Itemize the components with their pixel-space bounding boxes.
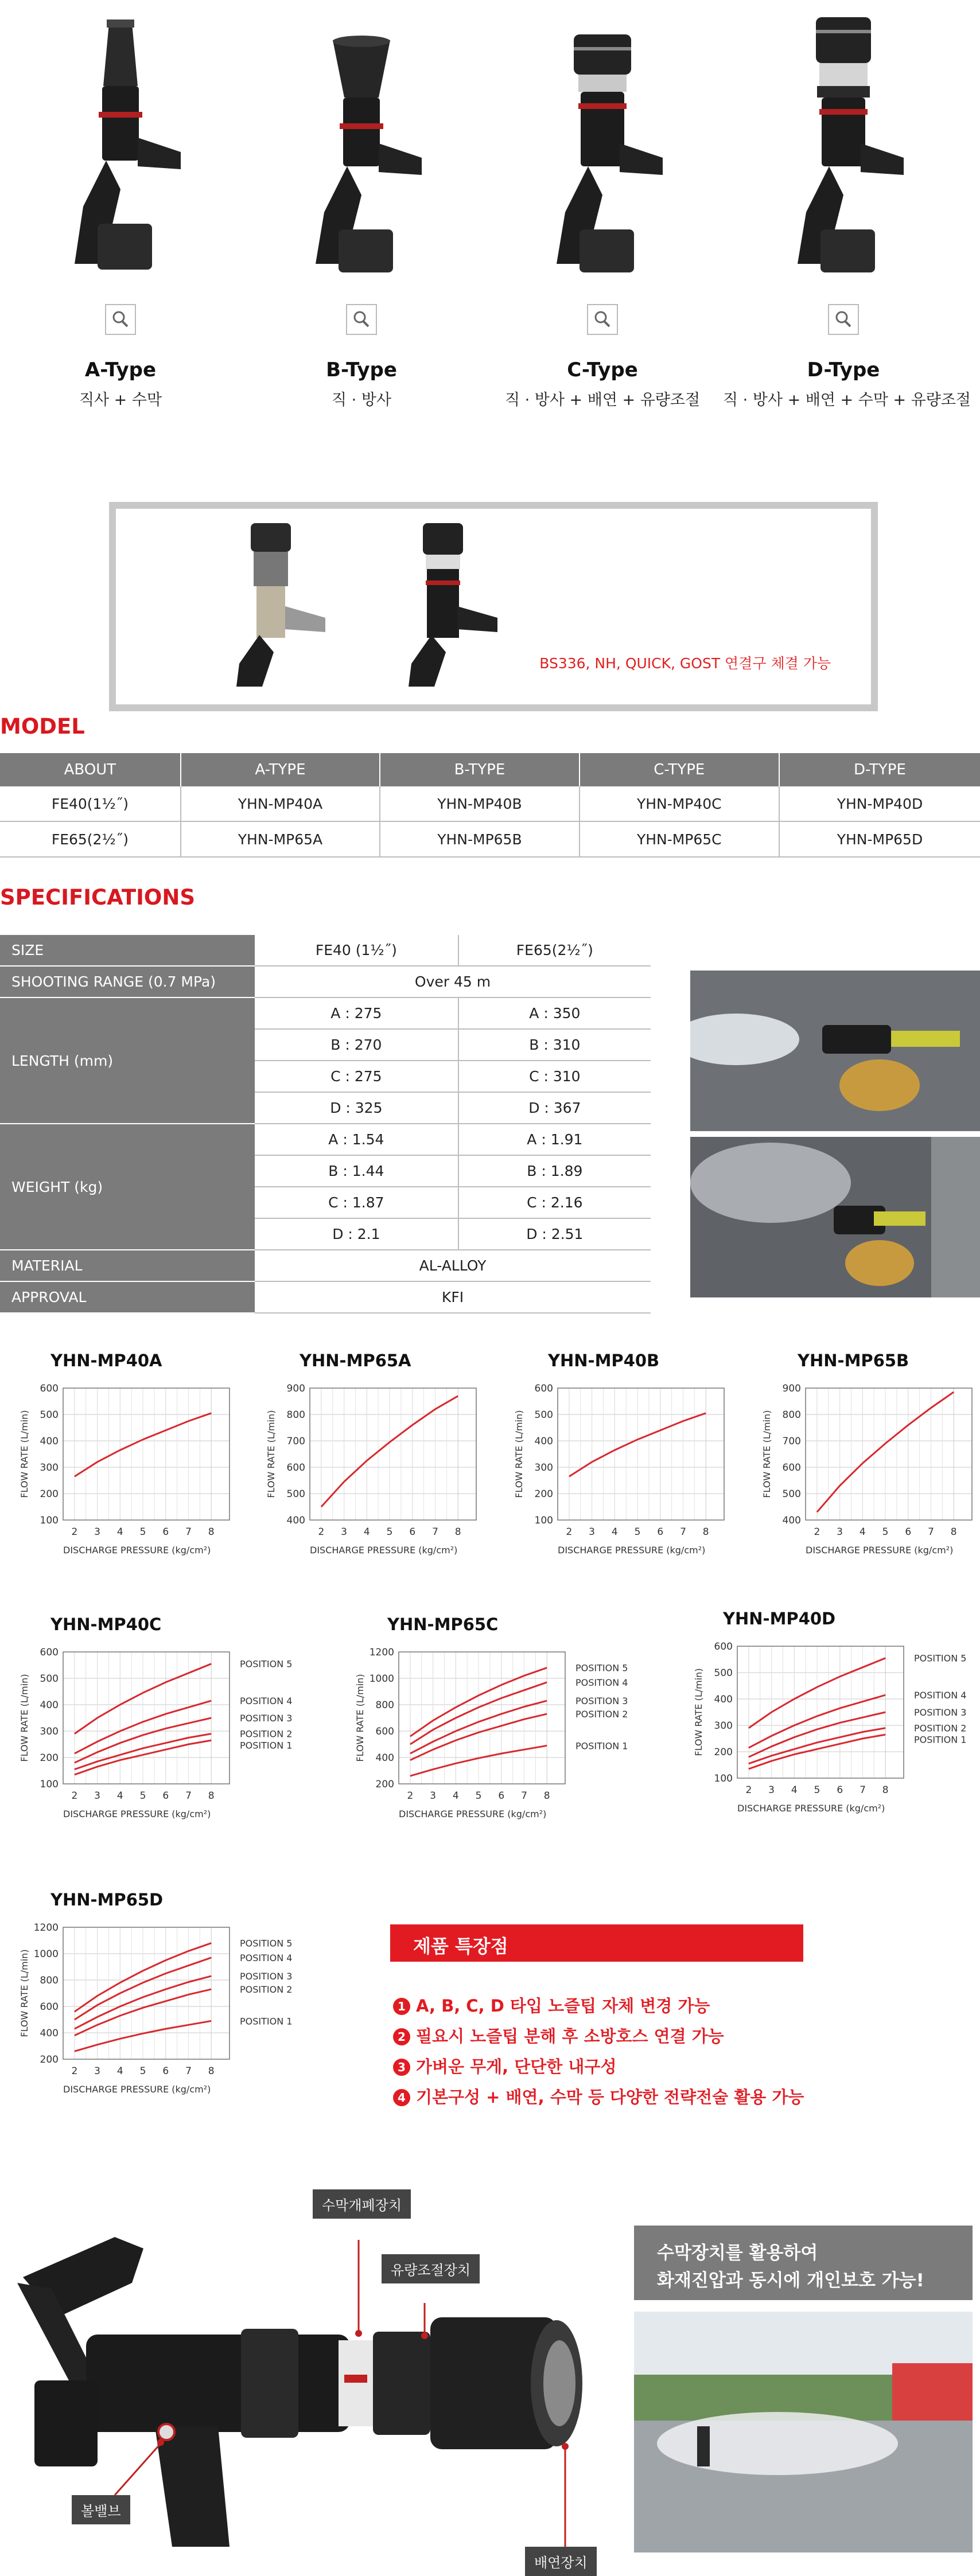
x-tick-label: 7 [521, 1790, 527, 1802]
y-tick-label: 400 [40, 1436, 59, 1447]
feature-item [393, 2024, 724, 2047]
chart-grid [558, 1388, 724, 1520]
spec-value: B : 1.89 [458, 1155, 651, 1187]
flow-chart-mp65d [0, 1916, 333, 2128]
table-cell: FE40(1½˝) [0, 786, 181, 821]
x-tick-label: 6 [409, 1526, 416, 1538]
spec-value: C : 2.16 [458, 1187, 651, 1218]
y-tick-label: 500 [714, 1667, 733, 1679]
y-tick-label: 800 [286, 1409, 305, 1421]
type-card-c [482, 0, 723, 436]
connector-compat-note: BS336, NH, QUICK, GOST 연결구 체결 가능 [539, 655, 831, 672]
x-tick-label: 5 [139, 2066, 146, 2077]
x-tick-label: 7 [680, 1526, 686, 1538]
col-header: D-TYPE [779, 753, 980, 786]
type-name: A-Type [84, 358, 157, 381]
y-tick-label: 100 [534, 1515, 553, 1526]
feature-number-badge: 4 [393, 2089, 410, 2106]
col-header: A-TYPE [181, 753, 380, 786]
promo-header [634, 2226, 973, 2300]
nozzle-b-image [293, 17, 430, 281]
type-card-a [0, 0, 241, 436]
spray-photo-2 [690, 1137, 980, 1297]
y-axis-label: FLOW RATE (L/min) [266, 1410, 277, 1498]
x-tick-label: 6 [657, 1526, 664, 1538]
y-axis-label: FLOW RATE (L/min) [514, 1410, 524, 1498]
flow-chart-mp65b [742, 1377, 980, 1589]
x-tick-label: 6 [498, 1790, 505, 1802]
x-axis-label: DISCHARGE PRESSURE (kg/cm²) [310, 1545, 458, 1556]
magnifier-icon [106, 305, 135, 334]
y-tick-label: 600 [40, 1383, 59, 1394]
type-card-d [723, 0, 971, 436]
zoom-button-d[interactable] [828, 304, 859, 335]
x-tick-label: 8 [454, 1526, 461, 1538]
type-desc: 직 · 방사 [332, 391, 391, 409]
col-header: B-TYPE [380, 753, 580, 786]
spec-value: A : 1.54 [255, 1124, 458, 1155]
x-axis-label: DISCHARGE PRESSURE (kg/cm²) [63, 2084, 211, 2095]
x-tick-label: 5 [634, 1526, 641, 1538]
flow-chart-mp40b [495, 1377, 736, 1589]
feature-text: A, B, C, D 타입 노즐팁 자체 변경 가능 [416, 1996, 710, 2016]
y-tick-label: 600 [40, 2001, 59, 2013]
x-tick-label: 3 [341, 1526, 348, 1538]
label-smoke-exhaust: 배연장치 [525, 2547, 597, 2576]
spec-value: C : 275 [255, 1061, 458, 1092]
x-tick-label: 8 [208, 2066, 215, 2077]
x-tick-label: 4 [363, 1526, 370, 1538]
x-tick-label: 5 [139, 1526, 146, 1538]
chart-grid [399, 1652, 565, 1784]
table-cell: YHN-MP65B [380, 821, 580, 857]
y-tick-label: 600 [782, 1462, 801, 1474]
nozzle-c-image [534, 17, 671, 281]
x-tick-label: 3 [430, 1790, 437, 1802]
type-desc: 직 · 방사 + 배연 + 수막 + 유량조절 [723, 391, 971, 409]
water-curtain-promo [634, 2226, 973, 2552]
model-header-row [0, 753, 980, 786]
x-axis-label: DISCHARGE PRESSURE (kg/cm²) [399, 1809, 547, 1819]
x-tick-label: 4 [859, 1526, 866, 1538]
plot-frame [399, 1652, 565, 1784]
series-label: POSITION 1 [240, 2016, 293, 2027]
spec-value: B : 310 [458, 1029, 651, 1061]
y-tick-label: 400 [40, 2028, 59, 2039]
chart-title: YHN-MP65B [798, 1351, 909, 1370]
plot-frame [63, 1388, 230, 1520]
x-tick-label: 8 [208, 1526, 215, 1538]
y-tick-label: 400 [40, 1700, 59, 1711]
x-tick-label: 8 [208, 1790, 215, 1802]
type-name: B-Type [326, 358, 397, 381]
y-tick-label: 900 [286, 1383, 305, 1394]
x-tick-label: 7 [860, 1784, 866, 1796]
x-tick-label: 2 [407, 1790, 414, 1802]
spec-value: D : 2.51 [458, 1218, 651, 1250]
y-tick-label: 600 [40, 1647, 59, 1658]
y-tick-label: 400 [286, 1515, 305, 1526]
plot-frame [806, 1388, 972, 1520]
x-tick-label: 8 [702, 1526, 709, 1538]
x-tick-label: 5 [386, 1526, 393, 1538]
y-tick-label: 200 [534, 1488, 553, 1500]
y-tick-label: 600 [375, 1726, 394, 1737]
series-label: POSITION 2 [575, 1709, 628, 1720]
y-axis-label: FLOW RATE (L/min) [693, 1668, 704, 1756]
nozzle-silver-image [208, 520, 334, 692]
y-tick-label: 700 [782, 1436, 801, 1447]
promo-line-2: 화재진압과 동시에 개인보호 가능! [657, 2270, 924, 2291]
x-tick-label: 8 [543, 1790, 550, 1802]
x-tick-label: 4 [116, 1790, 123, 1802]
type-card-b [241, 0, 482, 436]
spec-value: D : 367 [458, 1092, 651, 1124]
flow-chart-mp65a [247, 1377, 488, 1589]
chart-title: YHN-MP65A [300, 1351, 411, 1370]
spec-label: APPROVAL [0, 1281, 255, 1313]
spec-value: Over 45 m [255, 966, 651, 997]
y-tick-label: 300 [534, 1462, 553, 1474]
spec-label: LENGTH (mm) [0, 997, 255, 1124]
table-row [0, 821, 980, 857]
y-tick-label: 200 [40, 1752, 59, 1764]
chart-title: YHN-MP40B [548, 1351, 660, 1370]
y-axis-label: FLOW RATE (L/min) [19, 1410, 30, 1498]
y-tick-label: 200 [714, 1747, 733, 1758]
series-label: POSITION 2 [240, 1984, 293, 1996]
x-tick-label: 2 [71, 2066, 78, 2077]
zoom-button-c[interactable] [587, 304, 618, 335]
x-tick-label: 2 [814, 1526, 820, 1538]
col-header: ABOUT [0, 753, 181, 786]
table-cell: YHN-MP65D [779, 821, 980, 857]
x-tick-label: 5 [814, 1784, 820, 1796]
chart-grid [806, 1388, 972, 1520]
series-label: POSITION 1 [240, 1740, 293, 1751]
x-axis-label: DISCHARGE PRESSURE (kg/cm²) [63, 1809, 211, 1819]
spray-photo-2-art [690, 1137, 980, 1297]
flow-chart-mp40d [674, 1635, 980, 1847]
y-axis-label: FLOW RATE (L/min) [19, 1674, 30, 1762]
series-label: POSITION 1 [575, 1740, 628, 1752]
magnifier-icon [347, 305, 376, 334]
chart-grid [63, 1927, 230, 2059]
x-axis-label: DISCHARGE PRESSURE (kg/cm²) [63, 1545, 211, 1556]
x-tick-label: 2 [566, 1526, 573, 1538]
spec-row [0, 935, 651, 966]
label-ball-valve: 볼밸브 [72, 2495, 130, 2524]
x-tick-label: 5 [882, 1526, 889, 1538]
spec-value: FE65(2½˝) [458, 935, 651, 966]
feature-item [393, 2084, 804, 2108]
x-tick-label: 6 [162, 2066, 169, 2077]
series-label: POSITION 3 [914, 1707, 967, 1718]
chart-title: YHN-MP40C [50, 1615, 162, 1634]
y-tick-label: 200 [40, 2054, 59, 2066]
type-desc: 직사 + 수막 [79, 391, 162, 409]
table-cell: YHN-MP40A [181, 786, 380, 821]
x-tick-label: 3 [94, 1526, 101, 1538]
x-tick-label: 7 [185, 1790, 192, 1802]
specs-title: SPECIFICATIONS [0, 885, 195, 910]
feature-number-badge: 2 [393, 2028, 410, 2045]
y-tick-label: 500 [286, 1488, 305, 1500]
spec-row [0, 1281, 651, 1313]
flow-chart-mp65c [336, 1640, 674, 1853]
y-tick-label: 500 [782, 1488, 801, 1500]
spec-value: D : 325 [255, 1092, 458, 1124]
table-cell: FE65(2½˝) [0, 821, 181, 857]
spray-photo-1-art [690, 971, 980, 1131]
series-label: POSITION 1 [914, 1734, 967, 1745]
chart-title: YHN-MP40A [50, 1351, 162, 1370]
spec-table [0, 935, 651, 1314]
y-tick-label: 100 [40, 1779, 59, 1790]
col-header: C-TYPE [580, 753, 779, 786]
feature-text: 필요시 노즐팁 분해 후 소방호스 연결 가능 [416, 2026, 724, 2046]
y-tick-label: 500 [40, 1673, 59, 1685]
plot-frame [63, 1927, 230, 2059]
spec-value: B : 270 [255, 1029, 458, 1061]
y-tick-label: 400 [534, 1436, 553, 1447]
x-tick-label: 7 [928, 1526, 934, 1538]
series-label: POSITION 5 [575, 1662, 628, 1674]
promo-line-1: 수막장치를 활용하여 [657, 2243, 818, 2263]
spec-label: MATERIAL [0, 1250, 255, 1281]
chart-grid [63, 1388, 230, 1520]
nozzle-d-image [775, 17, 912, 281]
spec-row [0, 966, 651, 997]
connector-compat-box [109, 502, 878, 711]
x-tick-label: 2 [71, 1790, 78, 1802]
spec-label: WEIGHT (kg) [0, 1124, 255, 1250]
magnifier-icon [588, 305, 617, 334]
spec-value: C : 310 [458, 1061, 651, 1092]
x-tick-label: 4 [791, 1784, 798, 1796]
y-tick-label: 200 [375, 1779, 394, 1790]
y-axis-label: FLOW RATE (L/min) [355, 1674, 365, 1762]
x-tick-label: 4 [116, 1526, 123, 1538]
y-tick-label: 900 [782, 1383, 801, 1394]
x-tick-label: 4 [452, 1790, 459, 1802]
spray-photo-1 [690, 971, 980, 1131]
label-water-curtain: 수막개폐장치 [313, 2189, 411, 2219]
x-tick-label: 3 [768, 1784, 775, 1796]
x-axis-label: DISCHARGE PRESSURE (kg/cm²) [806, 1545, 954, 1556]
x-axis-label: DISCHARGE PRESSURE (kg/cm²) [737, 1803, 885, 1814]
x-axis-label: DISCHARGE PRESSURE (kg/cm²) [558, 1545, 706, 1556]
y-tick-label: 1000 [369, 1673, 394, 1685]
type-name: D-Type [807, 358, 880, 381]
promo-photo [634, 2312, 973, 2552]
spec-value: FE40 (1½˝) [255, 935, 458, 966]
chart-grid [310, 1388, 476, 1520]
y-tick-label: 400 [375, 1752, 394, 1764]
spec-value: D : 2.1 [255, 1218, 458, 1250]
y-tick-label: 100 [40, 1515, 59, 1526]
chart-title: YHN-MP65C [387, 1615, 499, 1634]
x-tick-label: 2 [318, 1526, 325, 1538]
features-title: 제품 특장점 [413, 1935, 508, 1957]
x-tick-label: 7 [432, 1526, 438, 1538]
y-tick-label: 400 [782, 1515, 801, 1526]
y-tick-label: 300 [40, 1726, 59, 1737]
x-tick-label: 7 [185, 1526, 192, 1538]
y-tick-label: 100 [714, 1773, 733, 1784]
x-tick-label: 6 [162, 1526, 169, 1538]
model-title: MODEL [0, 714, 85, 739]
feature-number-badge: 1 [393, 1998, 410, 2015]
x-tick-label: 3 [94, 1790, 101, 1802]
y-tick-label: 500 [40, 1409, 59, 1421]
series-label: POSITION 5 [240, 1938, 293, 1949]
table-cell: YHN-MP40C [580, 786, 779, 821]
x-tick-label: 3 [837, 1526, 843, 1538]
feature-text: 가벼운 무게, 단단한 내구성 [416, 2057, 617, 2076]
spec-row [0, 997, 651, 1029]
y-tick-label: 700 [286, 1436, 305, 1447]
x-tick-label: 6 [837, 1784, 843, 1796]
nozzle-a-image [52, 17, 189, 281]
series-label: POSITION 4 [240, 1696, 293, 1707]
spec-label: SIZE [0, 935, 255, 966]
y-tick-label: 800 [782, 1409, 801, 1421]
series-label: POSITION 5 [240, 1658, 293, 1670]
x-tick-label: 6 [162, 1790, 169, 1802]
y-tick-label: 600 [714, 1641, 733, 1653]
features-banner [390, 1924, 803, 1962]
spec-value: A : 1.91 [458, 1124, 651, 1155]
label-flow-control: 유량조절장치 [382, 2254, 480, 2283]
chart-title: YHN-MP40D [723, 1609, 836, 1628]
flow-chart-mp40a [0, 1377, 241, 1589]
spec-value: A : 350 [458, 997, 651, 1029]
series-label: POSITION 4 [914, 1690, 967, 1701]
table-cell: YHN-MP65C [580, 821, 779, 857]
table-cell: YHN-MP40B [380, 786, 580, 821]
spec-label: SHOOTING RANGE (0.7 MPa) [0, 966, 255, 997]
series-label: POSITION 3 [240, 1971, 293, 1982]
magnifier-icon [829, 305, 858, 334]
zoom-button-a[interactable] [105, 304, 136, 335]
table-cell: YHN-MP40D [779, 786, 980, 821]
y-axis-label: FLOW RATE (L/min) [19, 1949, 30, 2037]
series-label: POSITION 2 [914, 1722, 967, 1734]
series-label: POSITION 5 [914, 1653, 967, 1664]
feature-text: 기본구성 + 배연, 수막 등 다양한 전략전술 활용 가능 [416, 2087, 804, 2107]
series-label: POSITION 4 [575, 1677, 628, 1688]
x-tick-label: 3 [589, 1526, 596, 1538]
feature-item [393, 1993, 710, 2017]
x-tick-label: 5 [139, 1790, 146, 1802]
nozzle-black-image [380, 520, 506, 692]
spec-value: A : 275 [255, 997, 458, 1029]
flow-chart-mp40c [0, 1640, 333, 1853]
type-desc: 직 · 방사 + 배연 + 유량조절 [504, 391, 701, 409]
spec-row [0, 1124, 651, 1155]
y-tick-label: 800 [375, 1700, 394, 1711]
spec-value: AL-ALLOY [255, 1250, 651, 1281]
y-axis-label: FLOW RATE (L/min) [761, 1410, 772, 1498]
y-tick-label: 300 [714, 1720, 733, 1732]
zoom-button-b[interactable] [346, 304, 377, 335]
spec-value: KFI [255, 1281, 651, 1313]
spec-row [0, 1250, 651, 1281]
chart-title: YHN-MP65D [50, 1890, 164, 1909]
y-tick-label: 400 [714, 1694, 733, 1705]
series-label: POSITION 4 [240, 1952, 293, 1963]
y-tick-label: 500 [534, 1409, 553, 1421]
y-tick-label: 200 [40, 1488, 59, 1500]
type-name: C-Type [567, 358, 638, 381]
series-label: POSITION 3 [575, 1696, 628, 1707]
spec-value: C : 1.87 [255, 1187, 458, 1218]
feature-number-badge: 3 [393, 2059, 410, 2076]
x-tick-label: 7 [185, 2066, 192, 2077]
y-tick-label: 1200 [33, 1922, 59, 1934]
model-table [0, 753, 980, 858]
x-tick-label: 6 [905, 1526, 912, 1538]
plot-frame [558, 1388, 724, 1520]
table-cell: YHN-MP65A [181, 821, 380, 857]
spec-value: B : 1.44 [255, 1155, 458, 1187]
x-tick-label: 2 [71, 1526, 78, 1538]
y-tick-label: 1000 [33, 1948, 59, 1960]
y-tick-label: 1200 [369, 1647, 394, 1658]
series-label: POSITION 2 [240, 1728, 293, 1740]
x-tick-label: 4 [116, 2066, 123, 2077]
y-tick-label: 800 [40, 1975, 59, 1986]
x-tick-label: 2 [745, 1784, 752, 1796]
table-row [0, 786, 980, 821]
x-tick-label: 4 [611, 1526, 618, 1538]
plot-frame [310, 1388, 476, 1520]
feature-item [393, 2054, 616, 2078]
series-label: POSITION 3 [240, 1713, 293, 1724]
y-tick-label: 600 [286, 1462, 305, 1474]
x-tick-label: 8 [950, 1526, 957, 1538]
y-tick-label: 600 [534, 1383, 553, 1394]
x-tick-label: 5 [475, 1790, 482, 1802]
y-tick-label: 300 [40, 1462, 59, 1474]
x-tick-label: 3 [94, 2066, 101, 2077]
x-tick-label: 8 [882, 1784, 889, 1796]
